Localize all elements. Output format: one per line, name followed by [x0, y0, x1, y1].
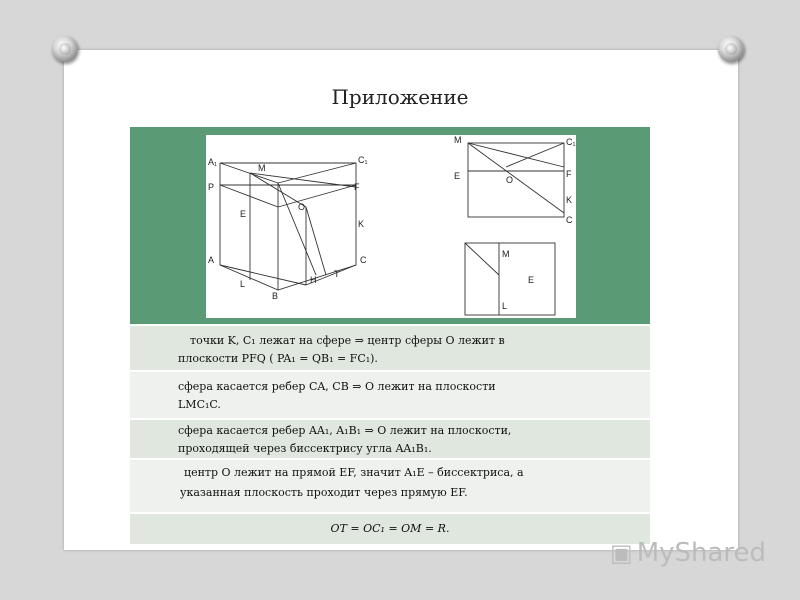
row-text-line: точки K, C₁ лежат на сфере ⇒ центр сферы O лежит в	[190, 334, 505, 347]
slide-title: Приложение	[331, 85, 469, 109]
row-text-line: LMC₁C.	[178, 398, 221, 411]
table-row	[130, 418, 650, 458]
svg-text:H: H	[310, 275, 317, 285]
row-text-line: центр O лежит на прямой EF, значит A₁E – биссектриса, а	[184, 466, 524, 479]
svg-text:A: A	[208, 255, 215, 265]
row-text-line: плоскости PFQ ( PA₁ = QB₁ = FC₁).	[178, 352, 378, 365]
row-text-line: указанная плоскость проходит через прямую EF.	[180, 486, 468, 499]
table-row	[130, 370, 650, 418]
svg-text:K: K	[358, 219, 365, 229]
svg-text:T: T	[334, 269, 340, 279]
svg-text:F: F	[566, 169, 572, 179]
svg-text:C: C	[566, 215, 573, 225]
svg-text:M: M	[454, 135, 462, 145]
svg-text:E: E	[528, 275, 535, 285]
prism-diagram	[206, 135, 576, 318]
pushpin-icon-left	[52, 36, 78, 62]
svg-text:E: E	[240, 209, 247, 219]
presentation-icon: ▣	[610, 539, 633, 567]
result-formula: OT = OC₁ = OM = R.	[330, 522, 450, 535]
row-text-line: сфера касается ребер CA, CB ⇒ O лежит на плоскости	[178, 380, 496, 393]
svg-text:M: M	[258, 163, 266, 173]
logo-text: MyShared	[636, 538, 767, 568]
svg-text:A₁: A₁	[208, 157, 218, 167]
pushpin-icon-right	[718, 36, 744, 62]
svg-text:C₁: C₁	[358, 155, 368, 165]
svg-text:C₁: C₁	[566, 137, 576, 147]
svg-text:L: L	[240, 279, 246, 289]
svg-text:E: E	[454, 171, 461, 181]
svg-text:C: C	[360, 255, 367, 265]
table-row	[130, 458, 650, 512]
row-text-line: сфера касается ребер AA₁, A₁B₁ ⇒ O лежит на плоскости,	[178, 424, 512, 437]
svg-text:K: K	[566, 195, 573, 205]
svg-text:M: M	[502, 249, 510, 259]
explanation-table	[130, 324, 650, 544]
svg-text:L: L	[502, 301, 508, 311]
geometry-figure	[206, 135, 576, 318]
svg-text:B: B	[272, 291, 279, 301]
svg-text:P: P	[208, 182, 215, 192]
svg-text:O: O	[298, 202, 306, 212]
svg-text:O: O	[506, 175, 514, 185]
svg-text:F: F	[354, 182, 360, 192]
watermark-logo	[610, 538, 790, 578]
table-row	[130, 324, 650, 370]
table-row-result	[130, 512, 650, 544]
row-text-line: проходящей через биссектрису угла AA₁B₁.	[178, 442, 432, 455]
